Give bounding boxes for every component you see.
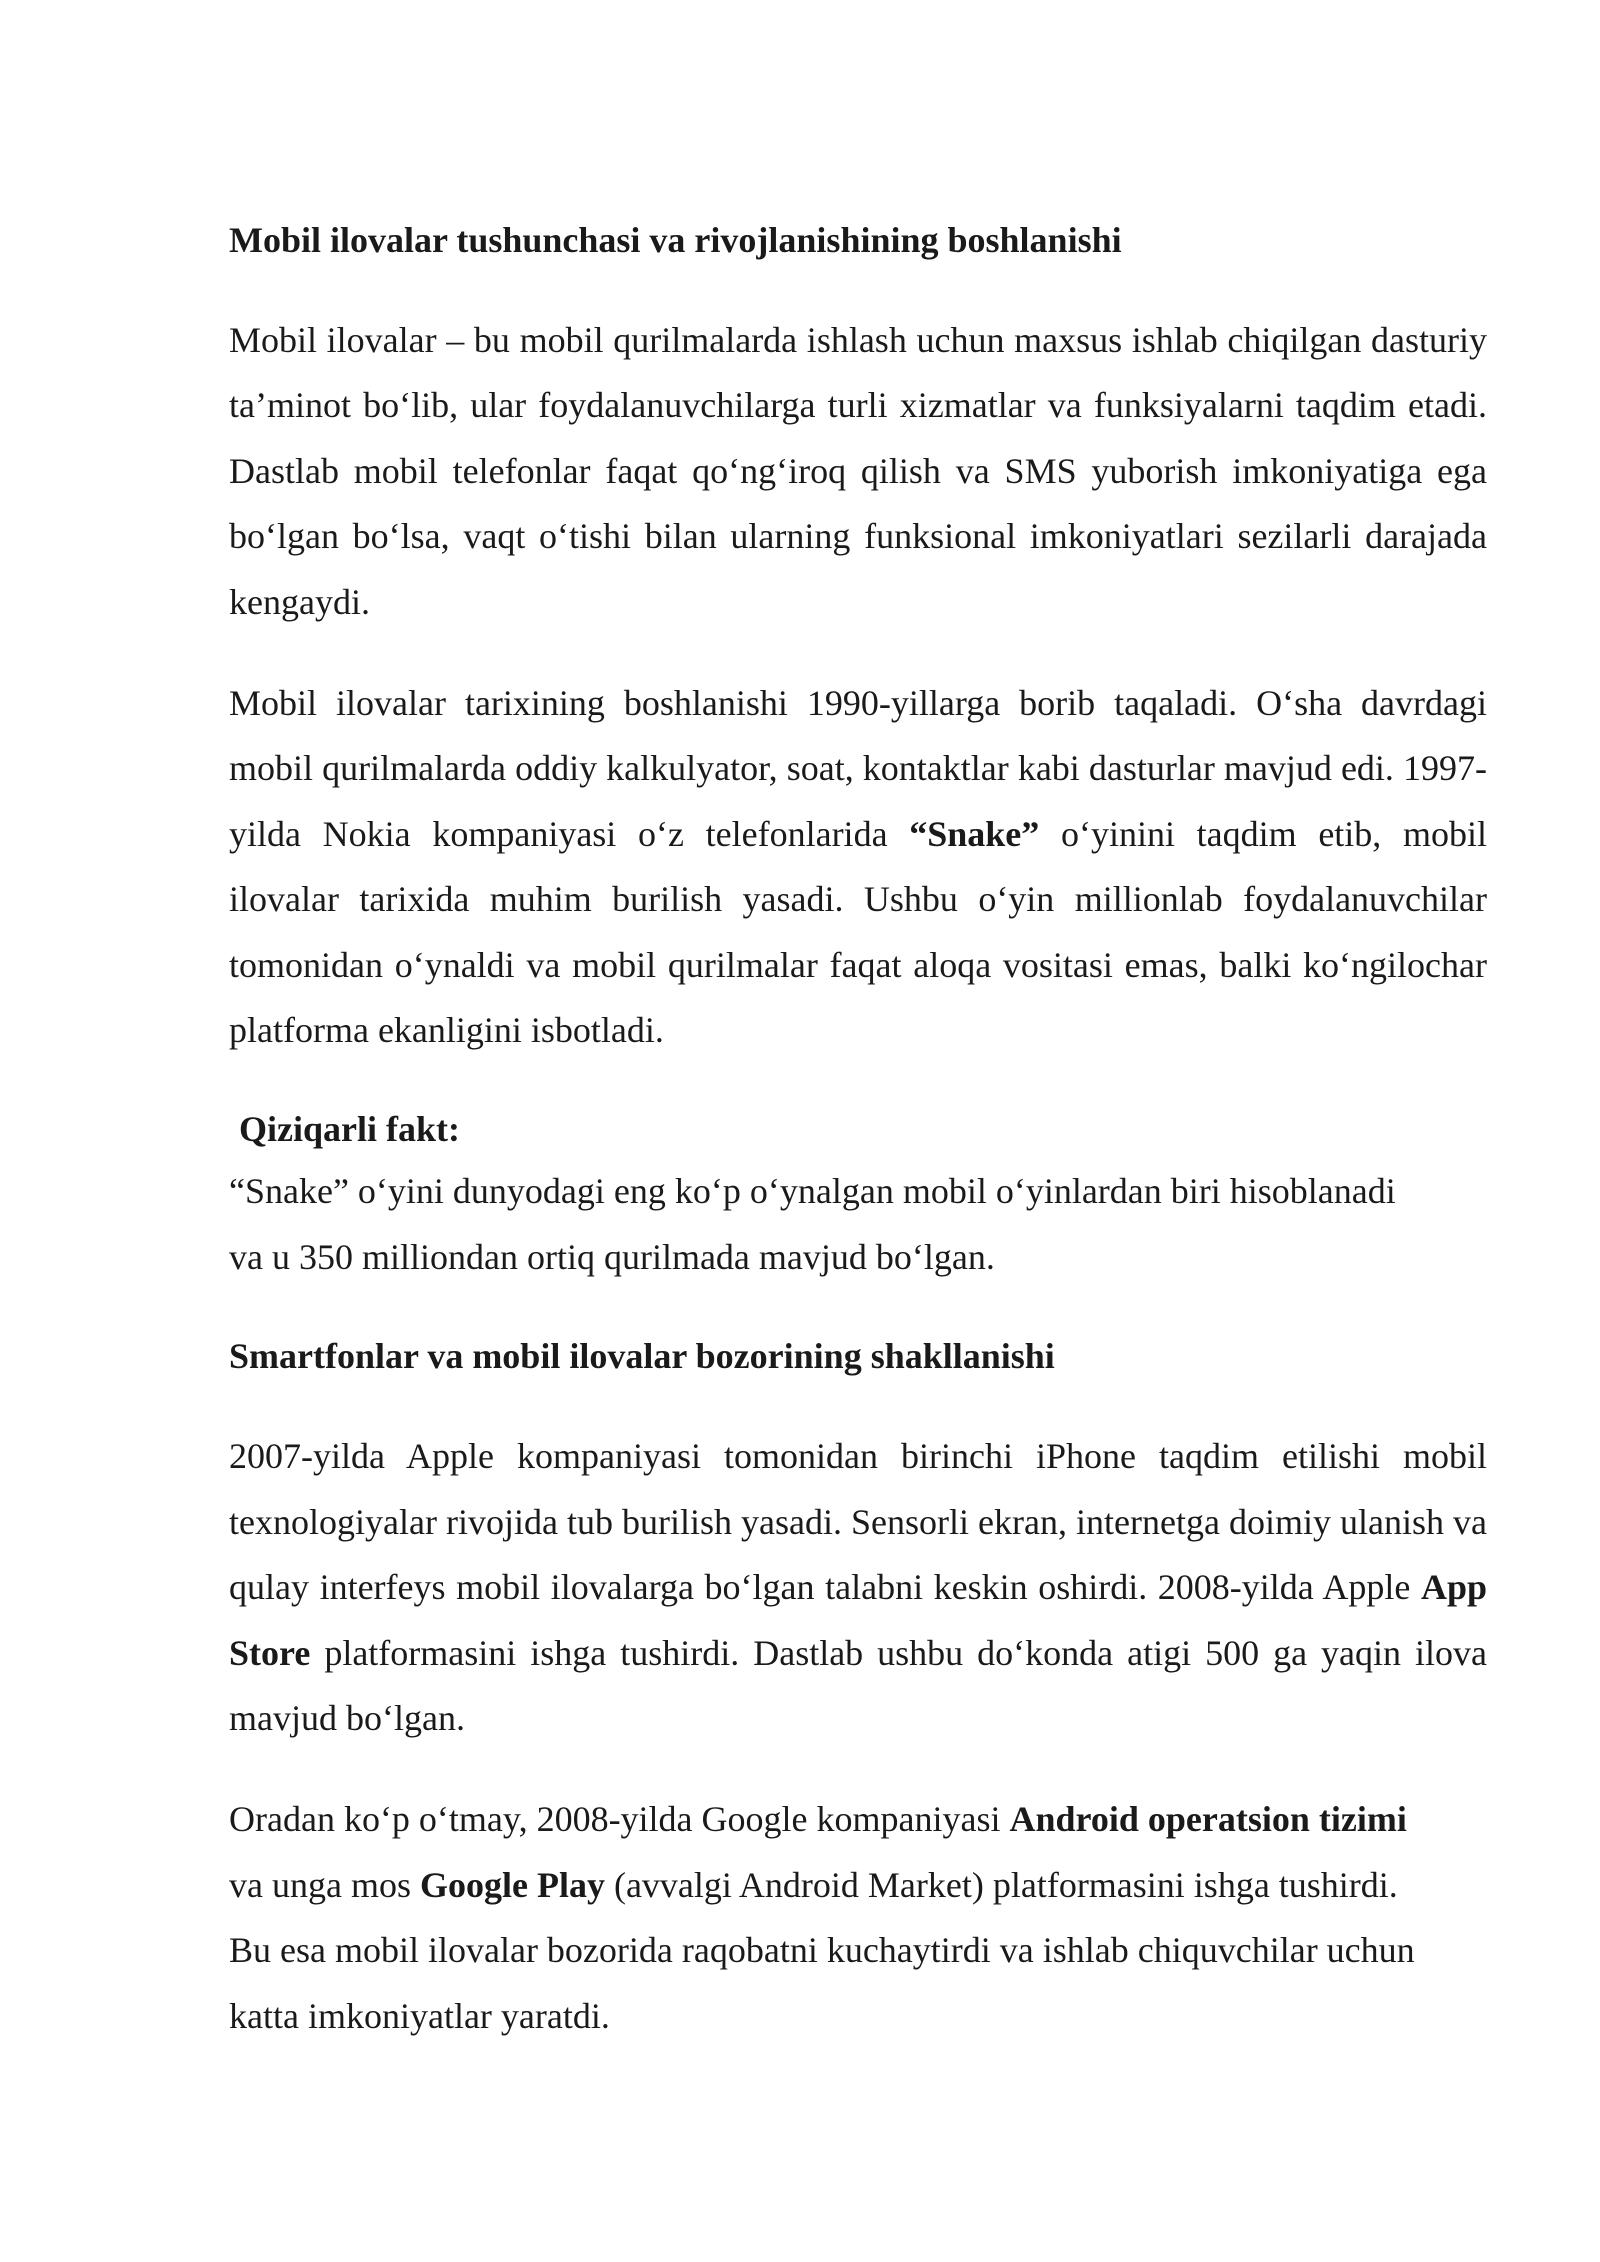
android-line-2-text-a: va unga mos <box>229 1864 420 1905</box>
document-page <box>229 210 1487 2049</box>
paragraph-iphone <box>229 1424 1487 1751</box>
android-line-2-text-b: (avvalgi Android Market) platformasini ishga tushirdi. <box>604 1864 1398 1905</box>
app-store-bold: App Store <box>229 1567 1487 1673</box>
android-line-2 <box>229 1853 1487 1918</box>
paragraph-definition: Mobil ilovalar – bu mobil qurilmalarda ishlash uchun maxsus ishlab chiqilgan dasturiy ta’minot bo‘lib, ular foydalanuvchilarga turli xizmatlar va funksiyalarni taqdim etadi. Dastlab mobil telefonlar faqat qo‘ng‘iroq qilish va SMS yuborish imkoniyatiga ega bo‘lgan bo‘lsa, vaqt o‘tishi bilan ularning funksional imkoniyatlari sezilarli darajada kengaydi. <box>229 320 1487 622</box>
fact-title: Qiziqarli fakt: <box>239 1109 460 1150</box>
fact-line-1: “Snake” o‘yini dunyodagi eng ko‘p o‘ynalgan mobil o‘yinlardan biri hisoblanadi <box>229 1171 1396 1212</box>
android-line-3: Bu esa mobil ilovalar bozorida raqobatni kuchaytirdi va ishlab chiquvchilar uchun <box>229 1930 1415 1971</box>
fact-box <box>229 1099 1487 1290</box>
history-text-b: o‘yinini taqdim etib, mobil ilovalar tarixida muhim burilish yasadi. Ushbu o‘yin millionlab foydalanuvchilar tomonidan o‘ynaldi va mobil qurilmalar faqat aloqa vositasi emas, balki ko‘ngilochar platforma ekanligini isbotladi. <box>229 813 1487 1051</box>
android-line-4: katta imkoniyatlar yaratdi. <box>229 1995 610 2036</box>
android-os-bold: Android operatsion tizimi <box>1009 1799 1407 1840</box>
paragraph-history <box>229 671 1487 1063</box>
paragraph-android <box>229 1787 1487 2049</box>
android-line-1-text: Oradan ko‘p o‘tmay, 2008-yilda Google kompaniyasi <box>229 1799 1010 1840</box>
google-play-bold: Google Play <box>419 1864 605 1905</box>
iphone-text-b: platformasini ishga tushirdi. Dastlab ushbu do‘konda atigi 500 ga yaqin ilova mavjud bo‘lgan. <box>229 1632 1487 1738</box>
fact-line-2: va u 350 milliondan ortiq qurilmada mavjud bo‘lgan. <box>229 1236 995 1277</box>
section-heading-smartphones: Smartfonlar va mobil ilovalar bozorining shakllanishi <box>229 1336 1055 1377</box>
snake-bold: “Snake” <box>909 813 1040 854</box>
android-line-1 <box>229 1787 1487 1852</box>
iphone-text-a: 2007-yilda Apple kompaniyasi tomonidan birinchi iPhone taqdim etilishi mobil texnologiyalar rivojida tub burilish yasadi. Sensorli ekran, internetga doimiy ulanish va qulay interfeys mobil ilovalarga bo‘lgan talabni keskin oshirdi. 2008-yilda Apple <box>229 1436 1487 1608</box>
history-text-a: Mobil ilovalar tarixining boshlanishi 1990-yillarga borib taqaladi. O‘sha davrdagi mobil qurilmalarda oddiy kalkulyator, soat, kontaktlar kabi dasturlar mavjud edi. 1997-yilda Nokia kompaniyasi o‘z telefonlarida <box>229 683 1487 854</box>
section-heading-intro: Mobil ilovalar tushunchasi va rivojlanishining boshlanishi <box>229 220 1122 260</box>
